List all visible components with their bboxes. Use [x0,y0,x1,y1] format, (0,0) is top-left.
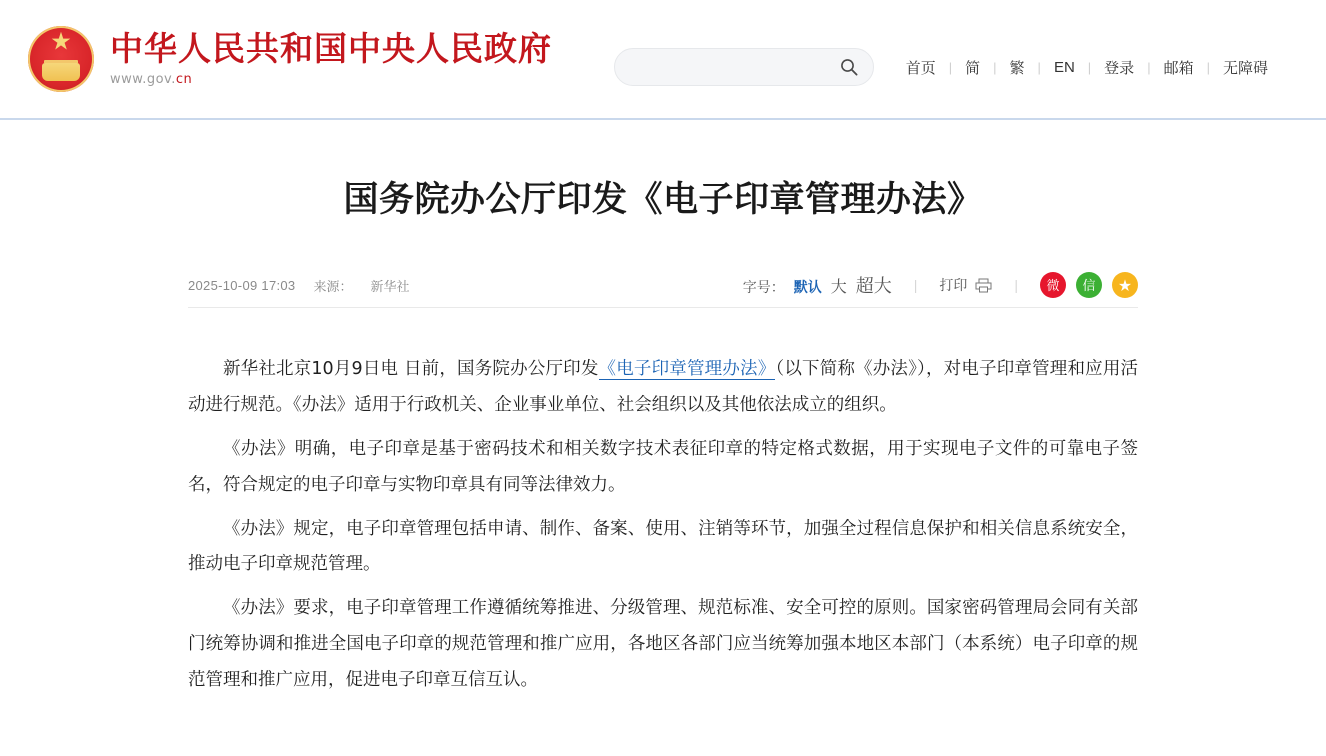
header-nav [904,57,1270,78]
nav-separator: | [948,59,953,75]
nav-item-accessibility[interactable]: 无障碍 [1222,59,1268,77]
meta-divider [188,307,1138,308]
font-size-控件 [743,272,892,298]
paragraph-3: 《办法》规定，电子印章管理包括申请、制作、备案、使用、注销等环节，加强全过程信息保护和相关信息系统安全，推动电子印章规范管理。 [188,518,1138,575]
nav-separator: | [1037,59,1041,75]
print-label: 打印 [939,277,968,293]
nav-item-traditional[interactable]: 繁 [1009,59,1025,77]
site-brand[interactable] [28,26,552,92]
paragraph-1-after: （以下简称《办法》），对电子印章管理和应用活动进行规范。《办法》适用于行政机关、企业事业单位、社会组织以及其他依法成立的组织。 [188,359,1139,415]
wechat-share-icon[interactable]: 信 [1076,272,1102,298]
font-size-label: 字号： [742,279,785,295]
tool-divider: | [1014,277,1018,293]
print-control[interactable] [939,275,992,295]
nav-separator: | [993,59,997,75]
paragraph-2: 《办法》明确，电子印章是基于密码技术和相关数字技术表征印章的特定格式数据，用于实现电子文件的可靠电子签名，符合规定的电子印章与实物印章具有同等法律效力。 [188,438,1138,495]
brand-text [110,28,552,88]
site-header [0,0,1326,120]
article-meta-bar [188,265,1138,305]
national-emblem-icon [28,26,94,92]
printer-icon[interactable] [975,278,992,293]
brand-title: 中华人民共和国中央人民政府 [110,28,552,68]
page-title: 国务院办公厅印发《电子印章管理办法》 [343,180,983,220]
paragraph-4: 《办法》要求，电子印章管理工作遵循统筹推进、分级管理、规范标准、安全可控的原则。国家密码管理局会同有关部门统筹协调和推进全国电子印章的规范管理和推广应用，各地区各部门应当统筹加强本地区本部门（本系统）电子印章的规范管理和推广应用，促进电子印章互信互认。 [188,598,1138,690]
favorite-icon[interactable]: ★ [1112,272,1138,298]
font-size-extra-large[interactable]: 超大 [855,276,892,296]
article-meta-tools [743,265,1138,305]
brand-url-main: www.gov. [110,72,176,88]
tool-divider: | [913,277,918,293]
nav-item-simplified[interactable]: 简 [965,59,981,77]
article-meta-left [188,276,409,295]
search-box[interactable] [614,48,874,86]
nav-separator: | [1147,59,1151,75]
regulation-link[interactable]: 《电子印章管理办法》 [598,359,776,379]
nav-item-home[interactable]: 首页 [905,59,936,77]
search-input[interactable] [629,58,839,76]
publish-date: 2025-10-09 17:03 [188,277,296,293]
paragraph-1-before: 新华社北京10月9日电 日前，国务院办公厅印发 [223,359,599,379]
article-body [188,352,1138,699]
brand-url-cn: cn [175,72,193,88]
font-size-default[interactable]: 默认 [793,279,822,295]
paragraph-1 [188,352,1138,424]
source-name: 新华社 [370,278,410,294]
font-size-large[interactable]: 大 [830,279,847,296]
share-control [1040,272,1138,298]
nav-separator: | [1206,59,1210,75]
brand-url [110,72,552,87]
header-right [614,48,1270,86]
nav-item-mail[interactable]: 邮箱 [1163,59,1194,77]
nav-separator: | [1087,59,1092,75]
nav-item-login[interactable]: 登录 [1104,59,1135,77]
nav-item-english[interactable]: EN [1053,58,1075,76]
article-container [188,120,1138,699]
search-icon[interactable] [839,57,859,77]
weibo-share-icon[interactable]: 微 [1040,272,1066,298]
source-label: 来源： [313,278,353,294]
